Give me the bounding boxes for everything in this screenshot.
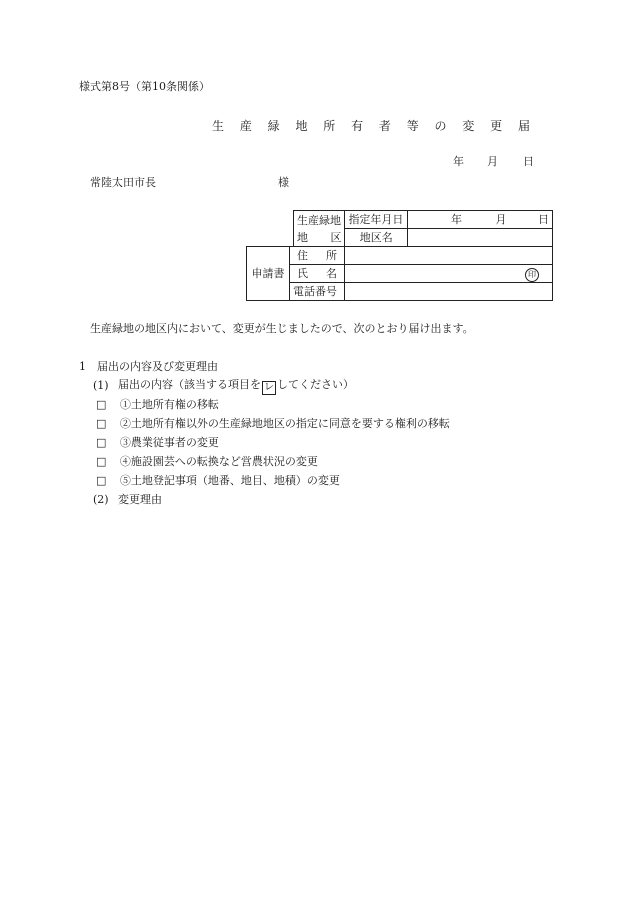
name-label-b: 名 — [326, 267, 337, 280]
checkbox-label: ③農業従事者の変更 — [119, 436, 219, 449]
district-label-bottom — [297, 229, 341, 246]
checkbox-icon[interactable]: □ — [96, 398, 107, 411]
checkbox-icon[interactable]: □ — [96, 417, 107, 430]
checkbox-item-2[interactable] — [96, 418, 450, 429]
sub1-text-after: してください） — [277, 378, 354, 391]
name-label-cell — [290, 265, 345, 283]
designation-day: 日 — [538, 213, 549, 226]
designation-month: 月 — [495, 213, 507, 226]
phone-label: 電話番号 — [290, 283, 345, 301]
sub2-text: 変更理由 — [118, 493, 162, 506]
checkbox-label: ⑤土地登記事項（地番、地目、地積）の変更 — [119, 474, 340, 487]
address-label-cell — [290, 247, 345, 265]
section1-heading: 1 届出の内容及び変更理由 — [79, 360, 218, 373]
form-number: 様式第8号（第10条関係） — [79, 80, 210, 93]
applicant-group-label: 申請書 — [247, 247, 290, 301]
sub1-text-before: 届出の内容（該当する項目を — [118, 378, 261, 391]
name-label-a: 氏 — [297, 267, 308, 280]
checkbox-label: ②土地所有権以外の生産緑地地区の指定に同意を要する権利の移転 — [119, 417, 450, 430]
addressee-honorific: 様 — [278, 176, 289, 189]
designation-date-label: 指定年月日 — [345, 211, 408, 229]
checkbox-item-1[interactable] — [96, 399, 219, 410]
form-title: 生 産 緑 地 所 有 者 等 の 変 更 届 — [212, 119, 536, 133]
checkbox-label: ①土地所有権の移転 — [119, 398, 219, 411]
district-label-bottom-a: 地 — [297, 230, 308, 244]
address-label-b: 所 — [326, 249, 337, 262]
checkbox-icon[interactable]: □ — [96, 436, 107, 449]
body-text: 生産緑地の地区内において、変更が生じましたので、次のとおり届け出ます。 — [90, 322, 474, 335]
checkbox-icon[interactable]: □ — [96, 455, 107, 468]
district-table — [293, 210, 553, 247]
name-field[interactable] — [345, 265, 553, 283]
district-name-field[interactable] — [408, 229, 553, 247]
district-label-top: 生産緑地 — [297, 213, 341, 227]
applicant-table — [246, 246, 553, 301]
checkbox-item-3[interactable] — [96, 437, 219, 448]
sub1-number: (1) — [93, 379, 109, 392]
date-year-label: 年 — [453, 155, 464, 168]
checkbox-icon[interactable]: □ — [96, 474, 107, 487]
addressee-name: 常陸太田市長 — [90, 176, 156, 189]
designation-date-field[interactable] — [408, 211, 553, 229]
sub2-number: (2) — [93, 493, 109, 506]
district-label-bottom-b: 区 — [330, 230, 342, 244]
district-label-cell — [294, 211, 345, 247]
district-name-label: 地区名 — [345, 229, 408, 247]
date-month-label: 月 — [487, 155, 498, 168]
phone-field[interactable] — [345, 283, 553, 301]
date-day-label: 日 — [523, 155, 534, 168]
address-label-a: 住 — [297, 249, 308, 262]
seal-icon: 印 — [525, 268, 539, 282]
checkbox-item-4[interactable] — [96, 456, 318, 467]
sub1-instruction — [118, 378, 354, 395]
check-mark-sample: レ — [264, 382, 274, 393]
checkbox-label: ④施設園芸への転換など営農状況の変更 — [119, 455, 318, 468]
address-field[interactable] — [345, 247, 553, 265]
checkbox-item-5[interactable] — [96, 475, 340, 486]
designation-year: 年 — [451, 213, 462, 226]
